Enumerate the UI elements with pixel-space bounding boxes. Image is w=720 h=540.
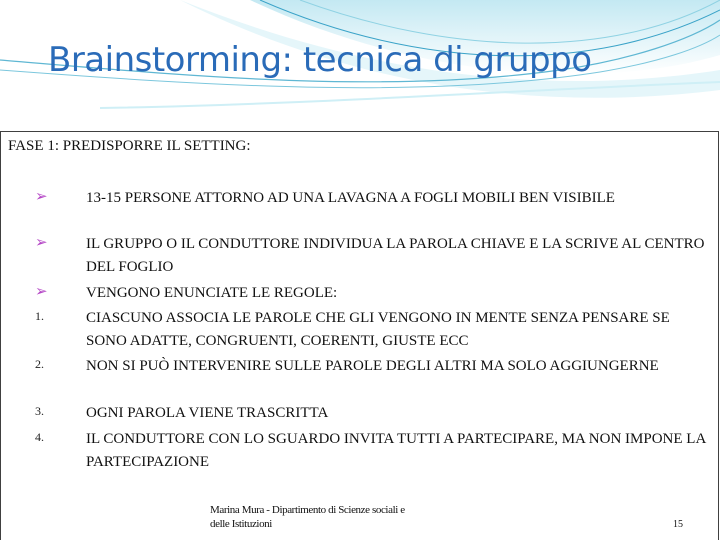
arrow-bullet-icon: ➢ [35, 233, 48, 251]
arrow-bullet-icon: ➢ [35, 282, 48, 300]
slide-title: Brainstorming: tecnica di gruppo [48, 40, 592, 80]
list-number: 4. [35, 430, 44, 444]
footer-line-2: delle Istituzioni [210, 518, 272, 530]
footer-line-1: Marina Mura - Dipartimento di Scienze sociali e [210, 504, 405, 516]
list-item-text: 13-15 PERSONE ATTORNO AD UNA LAVAGNA A FOGLI MOBILI BEN VISIBILE [86, 190, 615, 206]
list-item-text: IL CONDUTTORE CON LO SGUARDO INVITA TUTTI A PARTECIPARE, MA NON IMPONE LA PARTECIPAZIONE [86, 431, 706, 470]
list-number: 1. [35, 309, 44, 323]
list-item-text: IL GRUPPO O IL CONDUTTORE INDIVIDUA LA PAROLA CHIAVE E LA SCRIVE AL CENTRO DEL FOGLIO [86, 236, 705, 275]
list-item-text: NON SI PUÒ INTERVENIRE SULLE PAROLE DEGLI ALTRI MA SOLO AGGIUNGERNE [86, 358, 659, 374]
list-number: 3. [35, 404, 44, 418]
footer-credit [210, 503, 405, 531]
list-item-text: OGNI PAROLA VIENE TRASCRITTA [86, 405, 329, 421]
list-number: 2. [35, 357, 44, 371]
list-item-text: CIASCUNO ASSOCIA LE PAROLE CHE GLI VENGONO IN MENTE SENZA PENSARE SE SONO ADATTE, CONGRUENTI, COERENTI, GIUSTE ECC [86, 310, 670, 349]
phase-heading: FASE 1: PREDISPORRE IL SETTING: [8, 138, 251, 154]
list-item-text: VENGONO ENUNCIATE LE REGOLE: [86, 285, 338, 301]
page-number: 15 [673, 519, 683, 530]
arrow-bullet-icon: ➢ [35, 187, 48, 205]
